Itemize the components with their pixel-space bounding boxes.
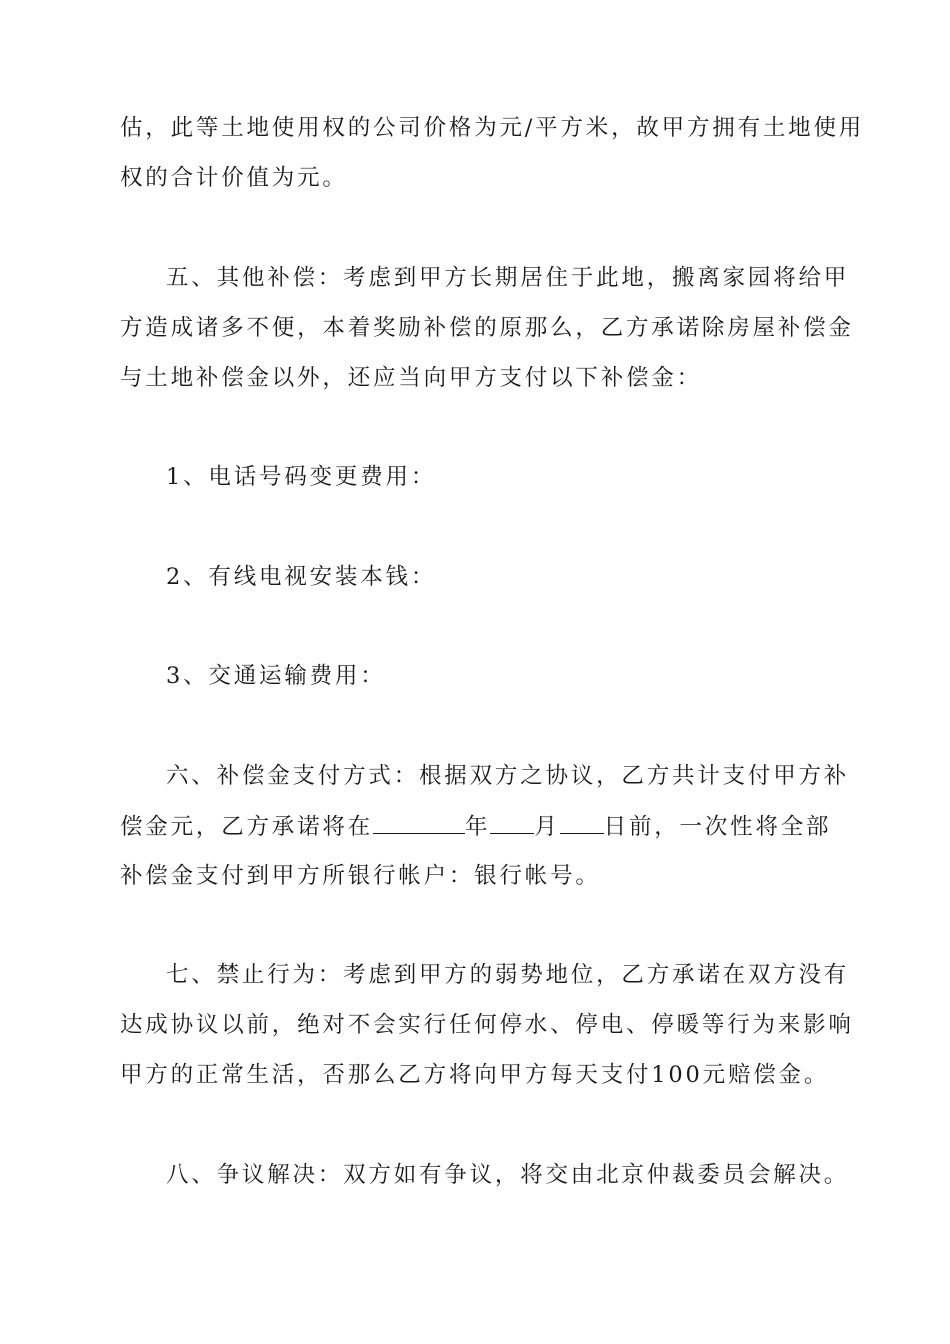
payment-method-line-2 bbox=[120, 811, 835, 842]
land-paragraph-line-2: 权的合计价值为元。 bbox=[120, 165, 348, 191]
land-paragraph-line-1: 估，此等土地使用权的公司价格为元/平方米，故甲方拥有土地使用 bbox=[120, 115, 865, 141]
year-label: 年 bbox=[465, 814, 491, 840]
prohibition-line-2: 达成协议以前，绝对不会实行任何停水、停电、停暖等行为来影响 bbox=[120, 1012, 854, 1038]
payment-method-line-1: 六、补偿金支付方式：根据双方之协议，乙方共计支付甲方补 bbox=[166, 763, 850, 789]
list-item-transport-fee: 3、交通运输费用： bbox=[166, 663, 386, 689]
prohibition-line-3: 甲方的正常生活，否那么乙方将向甲方每天支付100元赔偿金。 bbox=[120, 1062, 830, 1088]
day-blank-underline bbox=[560, 811, 604, 834]
year-blank-underline bbox=[373, 811, 465, 834]
payment-line-2-suffix: 日前，一次性将全部 bbox=[603, 814, 832, 840]
other-compensation-line-2: 方造成诸多不便，本着奖励补偿的原那么，乙方承诺除房屋补偿金 bbox=[120, 315, 854, 341]
other-compensation-line-3: 与土地补偿金以外，还应当向甲方支付以下补偿金： bbox=[120, 365, 702, 391]
other-compensation-line-1: 五、其他补偿：考虑到甲方长期居住于此地，搬离家园将给甲 bbox=[166, 265, 850, 291]
payment-method-line-3: 补偿金支付到甲方所银行帐户：银行帐号。 bbox=[120, 863, 601, 889]
dispute-resolution-line-1: 八、争议解决：双方如有争议，将交由北京仲裁委员会解决。 bbox=[166, 1162, 850, 1188]
list-item-phone-fee: 1、电话号码变更费用： bbox=[166, 464, 437, 490]
month-label: 月 bbox=[534, 814, 560, 840]
payment-line-2-prefix: 偿金元，乙方承诺将在 bbox=[120, 814, 374, 840]
month-blank-underline bbox=[490, 811, 534, 834]
list-item-cable-tv-cost: 2、有线电视安装本钱： bbox=[166, 564, 437, 590]
prohibition-line-1: 七、禁止行为：考虑到甲方的弱势地位，乙方承诺在双方没有 bbox=[166, 962, 850, 988]
